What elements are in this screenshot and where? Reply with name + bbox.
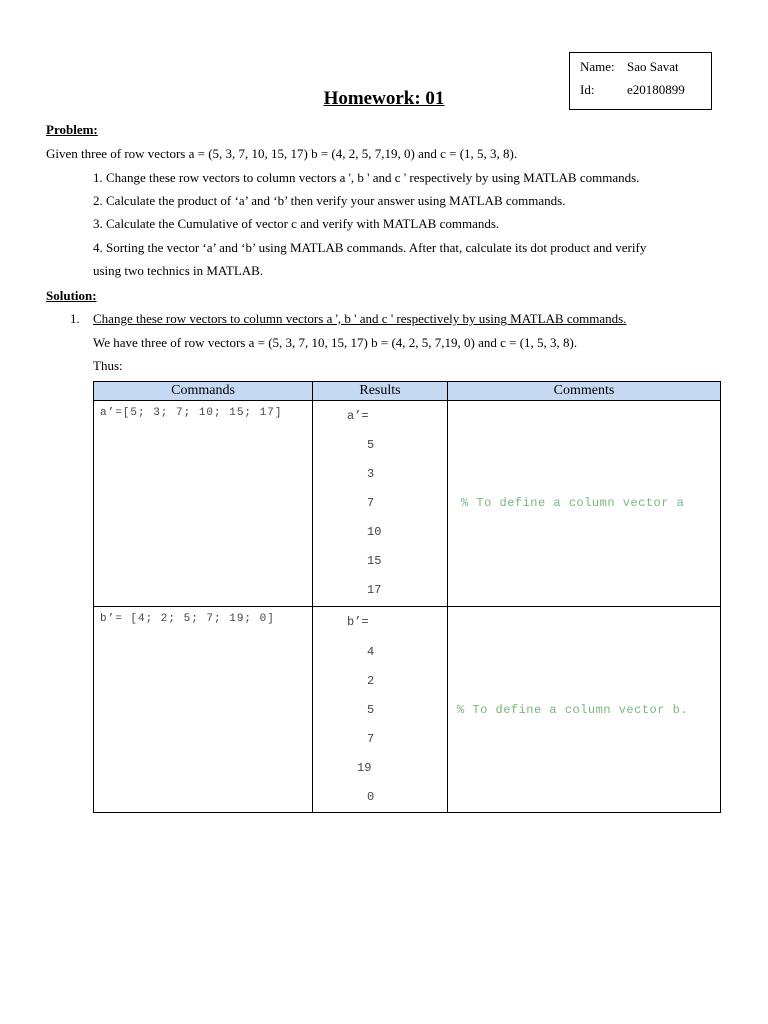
problem-item-3: 3. Calculate the Cumulative of vector c and verify with MATLAB commands.	[93, 216, 500, 231]
page-title: Homework: 01	[323, 88, 445, 109]
header-comments: Comments	[448, 382, 721, 401]
header-commands: Commands	[94, 382, 313, 401]
result-cell	[313, 401, 448, 607]
commands-table	[93, 381, 721, 813]
solution-heading: Solution:	[46, 288, 97, 303]
problem-intro: Given three of row vectors a = (5, 3, 7, 10, 15, 17) b = (4, 2, 5, 7,19, 0) and c = (1, 5, 3, 8).	[46, 146, 518, 161]
result-value: 7	[367, 732, 375, 746]
command-text: a’=[5; 3; 7; 10; 15; 17]	[100, 407, 283, 419]
problem-item-4-cont: using two technics in MATLAB.	[93, 263, 264, 278]
table-header-row	[94, 382, 721, 401]
id-label: Id:	[580, 82, 595, 97]
command-cell	[94, 607, 313, 813]
comment-text: % To define a column vector a	[461, 496, 685, 510]
comment-cell	[448, 607, 721, 813]
problem-item-2: 2. Calculate the product of ‘a’ and ‘b’ then verify your answer using MATLAB commands.	[93, 193, 566, 208]
problem-item-4: 4. Sorting the vector ‘a’ and ‘b’ using MATLAB commands. After that, calculate its dot product and verify	[93, 240, 647, 255]
problem-item-1: 1. Change these row vectors to column vectors a ', b ' and c ' respectively by using MATLAB commands.	[93, 170, 640, 185]
name-label: Name:	[580, 59, 615, 74]
result-value: 5	[367, 703, 375, 717]
result-value: 7	[367, 496, 375, 510]
problem-heading: Problem:	[46, 122, 98, 137]
thus-label: Thus:	[93, 358, 123, 373]
table-row	[94, 401, 721, 607]
result-value: 0	[367, 790, 375, 804]
result-value: 17	[367, 583, 382, 597]
name-value: Sao Savat	[627, 59, 679, 74]
header-results: Results	[313, 382, 448, 401]
table-row	[94, 607, 721, 813]
result-value: 4	[367, 645, 375, 659]
result-value: 5	[367, 438, 375, 452]
name-row	[580, 59, 679, 75]
result-value: 19	[357, 761, 372, 775]
command-cell	[94, 401, 313, 607]
result-value: 15	[367, 554, 382, 568]
result-label: b’=	[347, 615, 369, 629]
result-value: 2	[367, 674, 375, 688]
result-label: a’=	[347, 409, 369, 423]
id-value: e20180899	[627, 82, 685, 97]
result-value: 3	[367, 467, 375, 481]
step-text: We have three of row vectors a = (5, 3, 7, 10, 15, 17) b = (4, 2, 5, 7,19, 0) and c = (1, 5, 3, 8).	[93, 335, 578, 350]
command-text: b’= [4; 2; 5; 7; 19; 0]	[100, 613, 275, 625]
result-value: 10	[367, 525, 382, 539]
step-number: 1.	[70, 311, 80, 326]
comment-text: % To define a column vector b.	[457, 703, 689, 717]
step-title: Change these row vectors to column vectors a ', b ' and c ' respectively by using MATLAB commands.	[93, 311, 627, 326]
comment-cell	[448, 401, 721, 607]
result-cell	[313, 607, 448, 813]
